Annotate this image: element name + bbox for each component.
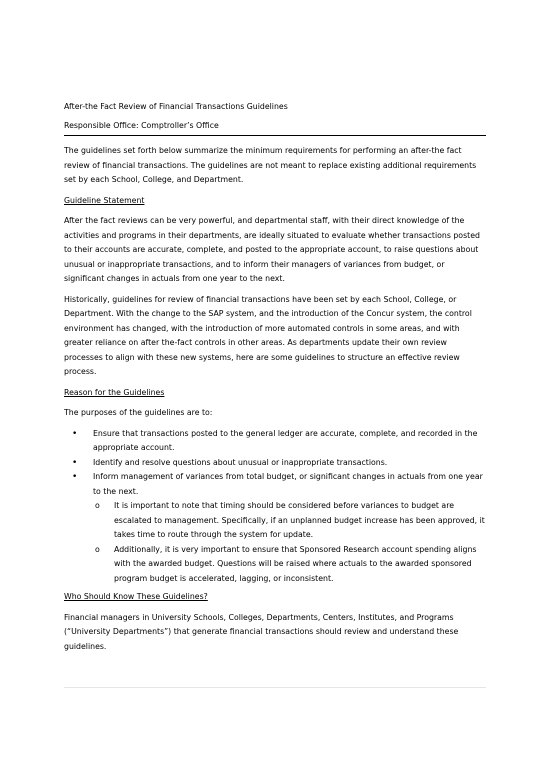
- document-title: After-the Fact Review of Financial Transactions Guidelines: [64, 102, 288, 111]
- document-body: [64, 100, 486, 660]
- purpose-item-text: Inform management of variances from total budget, or significant changes in actuals from one year to the next.: [93, 472, 483, 496]
- statement-paragraph-2: Historically, guidelines for review of financial transactions have been set by each School, College, or Department. With the change to the SAP system, and the introduction of the Concur system, the control environment has changed, with the introduction of more automated controls in some areas, and with greater reliance on after the-fact controls in other areas. As departments update their own review processes to align with these new systems, here are some guidelines to structure an effective review process.: [64, 294, 472, 376]
- purpose-list: [64, 427, 486, 587]
- footer-divider: [64, 687, 486, 688]
- statement-paragraph-1: After the fact reviews can be very powerful, and departmental staff, with their direct knowledge of the activities and programs in their departments, are ideally situated to evaluate whether transactions posted to their accounts are accurate, complete, and posted to the appropriate account, to raise questions about unusual or inappropriate transactions, and to inform their managers of variances from budget, or significant changes in actuals from one year to the next.: [64, 216, 480, 283]
- reason-heading: Reason for the Guidelines: [64, 387, 165, 397]
- responsible-office: Responsible Office: Comptroller’s Office: [64, 119, 486, 137]
- purpose-subitem: [93, 543, 486, 587]
- purpose-item: [64, 456, 486, 471]
- intro-paragraph: The guidelines set forth below summarize the minimum requirements for performing an after-the fact review of financial transactions. The guidelines are not meant to replace existing additional requirements set by each School, College, and Department.: [64, 146, 477, 184]
- purpose-subitem-text: Additionally, it is very important to ensure that Sponsored Research account spending aligns with the awarded budget. Questions will be raised where actuals to the awarded sponsored program budget is accelerated, lagging, or inconsistent.: [114, 544, 477, 583]
- purpose-subitem-text: It is important to note that timing should be considered before variances to budget are escalated to management. Specifically, if an unplanned budget increase has been approved, it takes time to route through the system for update.: [114, 501, 485, 539]
- guideline-statement-heading: Guideline Statement: [64, 195, 145, 205]
- who-paragraph: Financial managers in University Schools, Colleges, Departments, Centers, Institutes, and Programs (“University Departments”) that generate financial transactions should review and understand these guidelines.: [64, 612, 459, 651]
- purpose-item-text: Identify and resolve questions about unusual or inappropriate transactions.: [93, 457, 388, 467]
- purpose-subitem: [93, 499, 486, 543]
- purpose-item: [64, 470, 486, 586]
- reason-intro: The purposes of the guidelines are to:: [64, 408, 213, 417]
- who-heading: Who Should Know These Guidelines?: [64, 592, 208, 601]
- purpose-item-text: Ensure that transactions posted to the general ledger are accurate, complete, and recorded in the appropriate account.: [93, 428, 478, 452]
- purpose-item: [64, 427, 486, 456]
- purpose-sublist: [93, 499, 486, 586]
